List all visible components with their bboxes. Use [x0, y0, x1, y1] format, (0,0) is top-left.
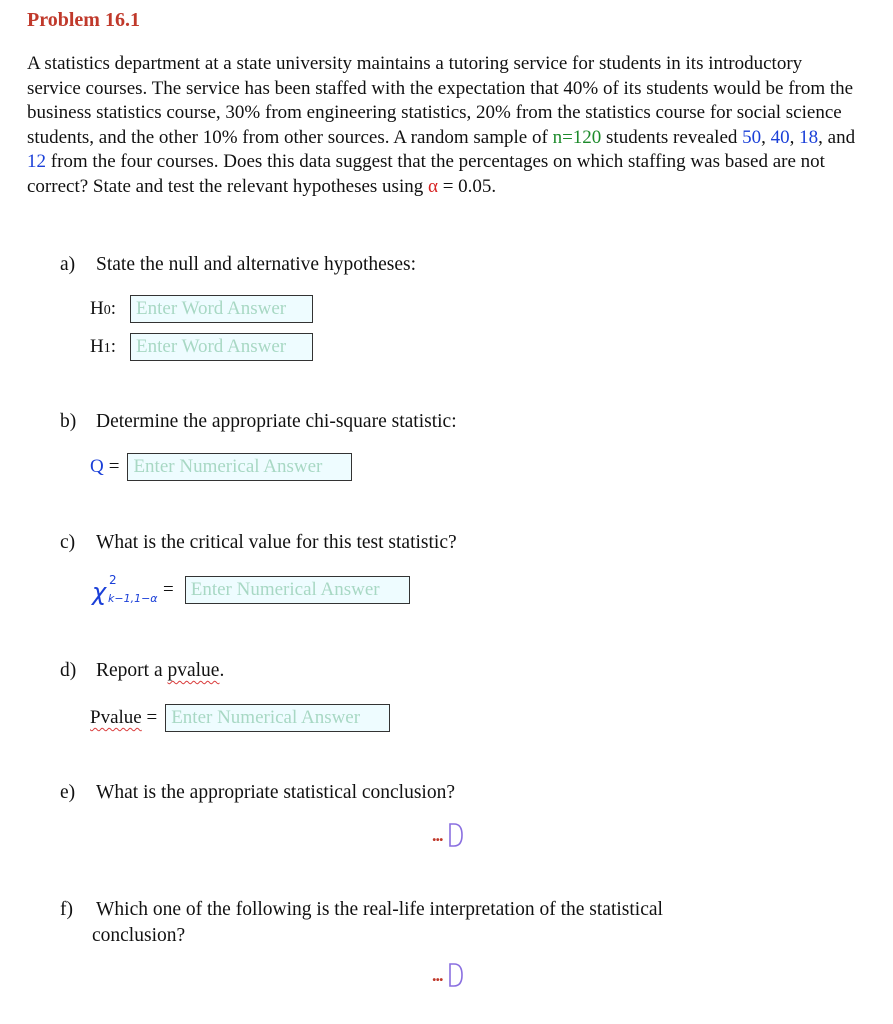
part-f-question [60, 899, 663, 921]
h0-label [90, 298, 116, 320]
part-e-question [60, 782, 455, 804]
statement-text-2: students revealed [601, 126, 743, 148]
part-e-label: e) [60, 782, 76, 803]
q-label: Q [90, 456, 104, 477]
q-row [90, 453, 352, 481]
part-f-question-cont [92, 925, 185, 947]
problem-statement [27, 52, 857, 200]
part-c-label: c) [60, 532, 76, 553]
h0-subscript: 0 [103, 303, 111, 318]
h1-label [90, 336, 116, 358]
pvalue-input[interactable] [165, 704, 390, 732]
separator: , [761, 126, 771, 148]
chi-letter: χ [92, 578, 107, 606]
count-social-science: 18 [799, 126, 819, 148]
alpha-value: = 0.05. [437, 175, 497, 197]
dropdown-dots: ... [432, 965, 443, 985]
sample-size: n=120 [552, 126, 602, 148]
part-a-question [60, 254, 416, 276]
pvalue-equals: = [141, 707, 158, 728]
h1-colon: : [110, 336, 117, 357]
part-b-question [60, 411, 457, 433]
statement-text-1: A statistics department at a state university maintains a tutoring service for students in its introductory service courses. The service has been staffed with the expectation that 40% of its students would be from the business statistics course, 30% from engineering statistics, 20% from the statistics course for social science students, and the other 10% from other sources. A random sample of [27, 53, 854, 148]
part-c-text: What is the critical value for this test statistic? [96, 532, 457, 553]
h0-colon: : [110, 298, 117, 319]
part-a-text: State the null and alternative hypotheses: [96, 254, 417, 275]
dropdown-dots: ... [432, 825, 443, 845]
separator: , [789, 126, 800, 148]
h0-letter: H [90, 298, 104, 319]
pvalue-row [90, 704, 390, 732]
part-d-label: d) [60, 660, 77, 681]
interpretation-dropdown[interactable] [432, 962, 465, 988]
h1-row [90, 333, 313, 361]
h1-letter: H [90, 336, 104, 357]
part-c-question [60, 532, 457, 554]
h0-input[interactable] [130, 295, 313, 323]
pvalue-label: Pvalue [90, 707, 142, 728]
count-engineering: 40 [770, 126, 790, 148]
part-f-text-line1: Which one of the following is the real-life interpretation of the statistical [96, 899, 663, 920]
statement-text-3: from the four courses. Does this data suggest that the percentages on which staffing was based are not correct? State and test the relevant hypotheses using [27, 151, 825, 197]
chi-superscript: 2 [109, 573, 117, 587]
problem-title: Problem 16.1 [27, 9, 140, 31]
count-business: 50 [742, 126, 762, 148]
h1-input[interactable] [130, 333, 313, 361]
part-b-label: b) [60, 411, 77, 432]
alpha-symbol: α [427, 175, 438, 197]
critical-value-input[interactable] [185, 576, 410, 604]
h0-row [90, 295, 313, 323]
chi-square-critical-symbol [92, 568, 172, 610]
chi-square-statistic-input[interactable] [127, 453, 352, 481]
part-f-label: f) [60, 899, 73, 920]
part-b-text: Determine the appropriate chi-square statistic: [96, 411, 457, 432]
critical-equals: = [163, 579, 174, 600]
h1-subscript: 1 [103, 341, 111, 356]
pvalue-word: pvalue [167, 660, 220, 681]
q-equals: = [108, 456, 120, 477]
part-d-prefix: Report a [96, 660, 168, 681]
critical-value-row [163, 576, 410, 604]
part-f-text-line2: conclusion? [92, 925, 186, 946]
chi-subscript: k−1,1−α [108, 592, 158, 605]
part-e-text: What is the appropriate statistical conclusion? [96, 782, 456, 803]
conclusion-dropdown[interactable] [432, 822, 465, 848]
part-a-label: a) [60, 254, 76, 275]
dropdown-bracket-icon [447, 962, 465, 988]
part-d-question [60, 660, 224, 682]
dropdown-bracket-icon [447, 822, 465, 848]
count-other: 12 [27, 151, 46, 173]
part-d-suffix: . [219, 660, 225, 681]
separator: , and [818, 126, 856, 148]
